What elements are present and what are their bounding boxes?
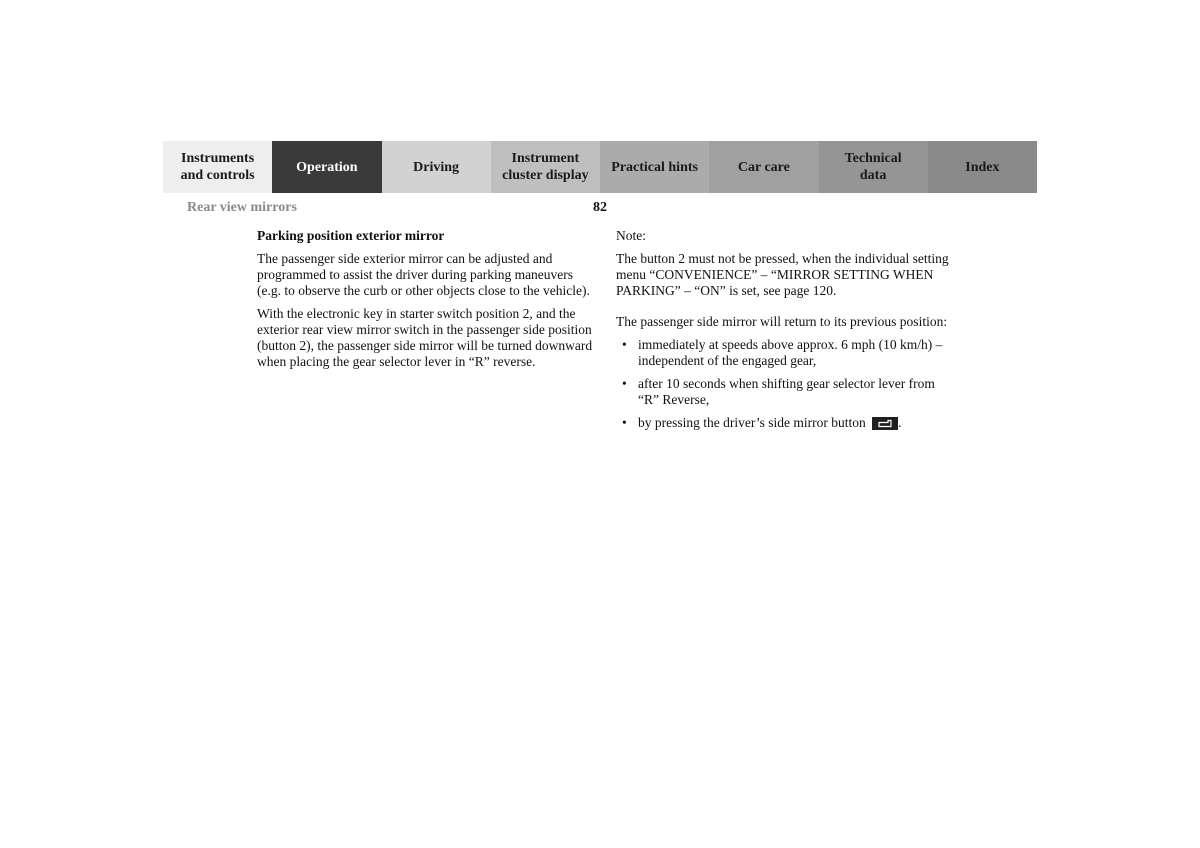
paragraph-electronic-key: With the electronic key in starter switch position 2, and the exterior rear view mirror switch in the passenger side position (button 2), the passenger side mirror will be turned downward when placing the gear selector lever in “R” reverse. xyxy=(257,306,593,369)
page-number: 82 xyxy=(593,200,607,215)
tab-car-care[interactable]: Car care xyxy=(709,141,818,193)
tab-operation[interactable]: Operation xyxy=(272,141,381,193)
return-text: The passenger side mirror will return to its previous position: xyxy=(616,314,948,329)
tab-instruments-and-controls[interactable]: Instruments and controls xyxy=(163,141,272,193)
tab-practical-hints[interactable]: Practical hints xyxy=(600,141,709,193)
list-item xyxy=(616,415,956,431)
note-label: Note: xyxy=(616,228,646,243)
list-item-text: immediately at speeds above approx. 6 mph (10 km/h) – independent of the engaged gear, xyxy=(638,337,943,368)
section-heading: Parking position exterior mirror xyxy=(257,228,445,243)
list-item xyxy=(616,337,956,369)
tab-driving[interactable]: Driving xyxy=(382,141,491,193)
note-text: The button 2 must not be pressed, when the individual setting menu “CONVENIENCE” – “MIRROR SETTING WHEN PARKING” – “ON” is set, see page 120. xyxy=(616,251,949,298)
driver-side-mirror-button-icon xyxy=(872,417,898,430)
tab-instrument-cluster-display[interactable]: Instrument cluster display xyxy=(491,141,600,193)
paragraph-adjust: The passenger side exterior mirror can be adjusted and programmed to assist the driver during parking maneuvers (e.g. to observe the curb or other objects close to the vehicle). xyxy=(257,251,590,298)
bullet-icon: • xyxy=(622,337,627,352)
return-conditions-list xyxy=(616,337,956,431)
tab-index[interactable]: Index xyxy=(928,141,1037,193)
list-item xyxy=(616,376,956,408)
right-column xyxy=(616,228,956,438)
section-title: Rear view mirrors xyxy=(187,200,297,215)
left-column xyxy=(257,228,597,377)
bullet-icon: • xyxy=(622,376,627,391)
chapter-tabs xyxy=(163,141,1037,193)
tab-technical-data[interactable]: Technical data xyxy=(819,141,928,193)
bullet-icon: • xyxy=(622,415,627,430)
list-item-text: by pressing the driver’s side mirror button xyxy=(638,415,866,430)
list-item-end: . xyxy=(898,415,902,430)
list-item-text: after 10 seconds when shifting gear selector lever from “R” Reverse, xyxy=(638,376,935,407)
